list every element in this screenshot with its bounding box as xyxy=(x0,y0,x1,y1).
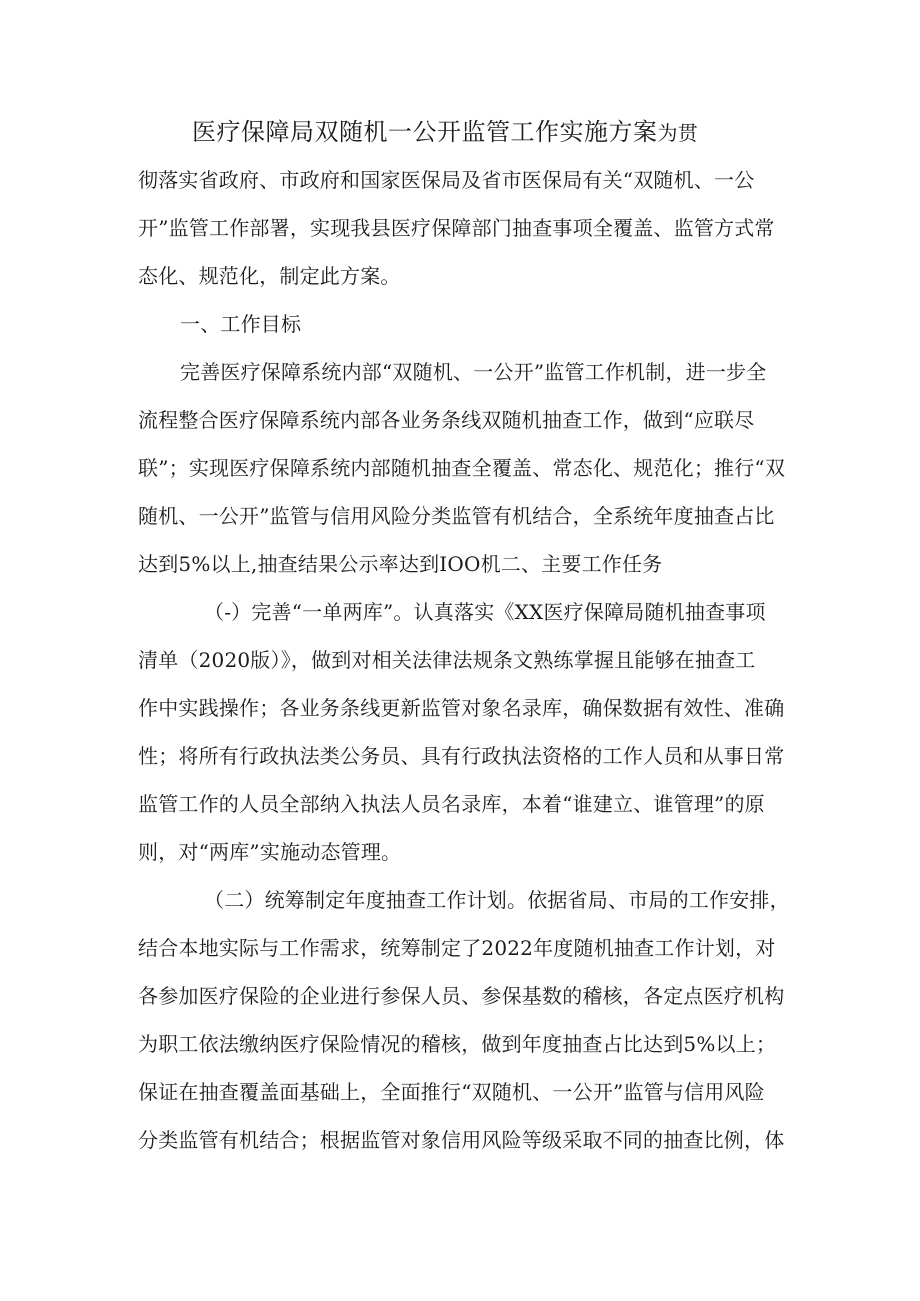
paragraph-line: 达到5%以上,抽查结果公示率达到IOO机二、主要工作任务 xyxy=(138,552,663,576)
paragraph-line: 清单（2020版）》，做到对相关法律法规条文熟练掌握且能够在抽查工 xyxy=(138,648,756,672)
paragraph-line: 态化、规范化，制定此方案。 xyxy=(138,264,401,288)
paragraph-line: 性；将所有行政执法类公务员、具有行政执法资格的工作人员和从事日常 xyxy=(138,744,785,768)
paragraph-line: 为职工依法缴纳医疗保险情况的稽核，做到年度抽查占比达到5%以上； xyxy=(138,1032,777,1056)
paragraph-line: （二）统筹制定年度抽查工作计划。依据省局、市局的工作安排， xyxy=(204,888,790,912)
paragraph-line: 监管工作的人员全部纳入执法人员名录库，本着“谁建立、谁管理”的原 xyxy=(138,792,765,816)
paragraph-line: 各参加医疗保险的企业进行参保人员、参保基数的稽核，各定点医疗机构 xyxy=(138,984,785,1008)
paragraph-line: 则，对“两库”实施动态管理。 xyxy=(138,840,402,864)
paragraph-line: 开”监管工作部署，实现我县医疗保障部门抽查事项全覆盖、监管方式常 xyxy=(138,216,775,240)
title-line xyxy=(138,108,786,156)
paragraph-line: 保证在抽查覆盖面基础上，全面推行“双随机、一公开”监管与信用风险 xyxy=(138,1080,765,1104)
paragraph-line: 彻落实省政府、市政府和国家医保局及省市医保局有关“双随机、一公 xyxy=(138,168,755,192)
paragraph-line: 作中实践操作；各业务条线更新监管对象名录库，确保数据有效性、准确 xyxy=(138,696,785,720)
paragraph-line: 随机、一公开”监管与信用风险分类监管有机结合，全系统年度抽查占比 xyxy=(138,504,775,528)
document-body xyxy=(138,108,790,1164)
paragraph-line: 结合本地实际与工作需求，统筹制定了2022年度随机抽查工作计划，对 xyxy=(138,936,776,960)
document-title: 医疗保障局双随机一公开监管工作实施方案 xyxy=(192,118,658,146)
paragraph-line: 联”；实现医疗保障系统内部随机抽查全覆盖、常态化、规范化；推行“双 xyxy=(138,456,786,480)
paragraph-line: 分类监管有机结合；根据监管对象信用风险等级采取不同的抽查比例，体 xyxy=(138,1128,785,1152)
section-heading: 一、工作目标 xyxy=(180,312,302,336)
paragraph-text: 为贯 xyxy=(657,121,698,145)
paragraph-line: （-）完善“一单两库”。认真落实《XX医疗保障局随机抽查事项 xyxy=(204,600,766,624)
paragraph-line: 完善医疗保障系统内部“双随机、一公开”监管工作机制，进一步全 xyxy=(180,360,767,384)
paragraph-line: 流程整合医疗保障系统内部各业务条线双随机抽查工作，做到“应联尽 xyxy=(138,408,755,432)
